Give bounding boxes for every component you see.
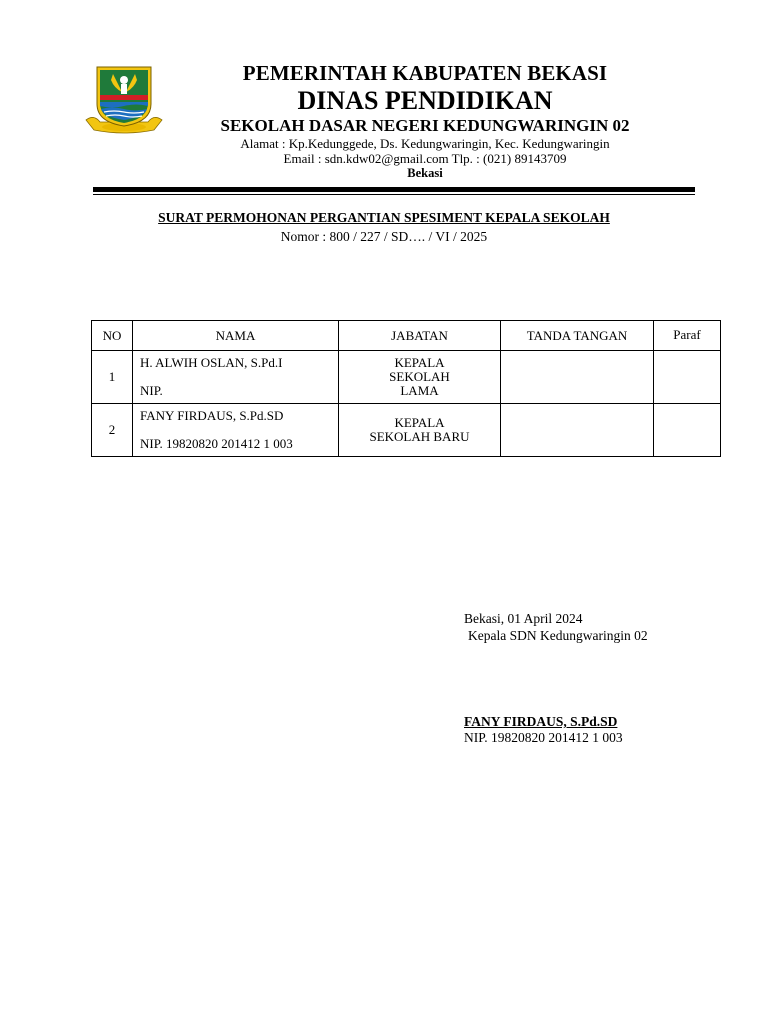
row-tanda-tangan[interactable]: [501, 404, 654, 457]
header-jabatan: JABATAN: [339, 321, 501, 351]
surat-title: SURAT PERMOHONAN PERGANTIAN SPESIMENT KEPALA SEKOLAH: [158, 210, 610, 225]
row-nama: H. ALWIH OSLAN, S.Pd.I: [140, 355, 283, 370]
ttd-nama: FANY FIRDAUS, S.Pd.SD: [464, 714, 618, 729]
kabupaten-bekasi-emblem-icon: [84, 62, 164, 136]
kop-divider-thin: [93, 194, 695, 195]
header-nama: NAMA: [133, 321, 339, 351]
kop-line-sekolah: SEKOLAH DASAR NEGERI KEDUNGWARINGIN 02: [220, 116, 630, 135]
ttd-nip: NIP. 19820820 201412 1 003: [464, 730, 623, 745]
table-header-row: [92, 321, 721, 351]
table-row: [92, 404, 721, 457]
row-nama: FANY FIRDAUS, S.Pd.SD: [140, 408, 284, 423]
row-nama-cell: [133, 404, 339, 457]
row-paraf[interactable]: [654, 351, 721, 404]
surat-nomor: Nomor : 800 / 227 / SD…. / VI / 2025: [280, 229, 488, 244]
ttd-tempat-tanggal: Bekasi, 01 April 2024: [464, 611, 583, 626]
kop-line-dinas: DINAS PENDIDIKAN: [297, 86, 553, 115]
row-nip: NIP. 19820820 201412 1 003: [140, 436, 293, 451]
header-no: NO: [92, 321, 133, 351]
kop-alamat: Alamat : Kp.Kedunggede, Ds. Kedungwaringin, Kec. Kedungwaringin: [240, 136, 610, 151]
row-no: 2: [92, 404, 133, 457]
row-nama-cell: [133, 351, 339, 404]
row-paraf[interactable]: [654, 404, 721, 457]
kop-line-pemerintah: PEMERINTAH KABUPATEN BEKASI: [242, 61, 608, 85]
row-no: 1: [92, 351, 133, 404]
row-jabatan: KEPALA SEKOLAH BARU: [339, 404, 501, 457]
kop-kontak: Email : sdn.kdw02@gmail.com Tlp. : (021) 89143709: [283, 151, 567, 166]
kop-kota: Bekasi: [407, 166, 443, 180]
row-nip: NIP.: [140, 383, 163, 398]
header-paraf: Paraf: [654, 321, 721, 351]
header-tanda-tangan: TANDA TANGAN: [501, 321, 654, 351]
row-jabatan: KEPALA SEKOLAH LAMA: [339, 351, 501, 404]
table-row: [92, 351, 721, 404]
kop-divider-thick: [93, 187, 695, 192]
spesimen-table: [91, 320, 721, 457]
ttd-jabatan: Kepala SDN Kedungwaringin 02: [468, 628, 648, 643]
row-tanda-tangan[interactable]: [501, 351, 654, 404]
